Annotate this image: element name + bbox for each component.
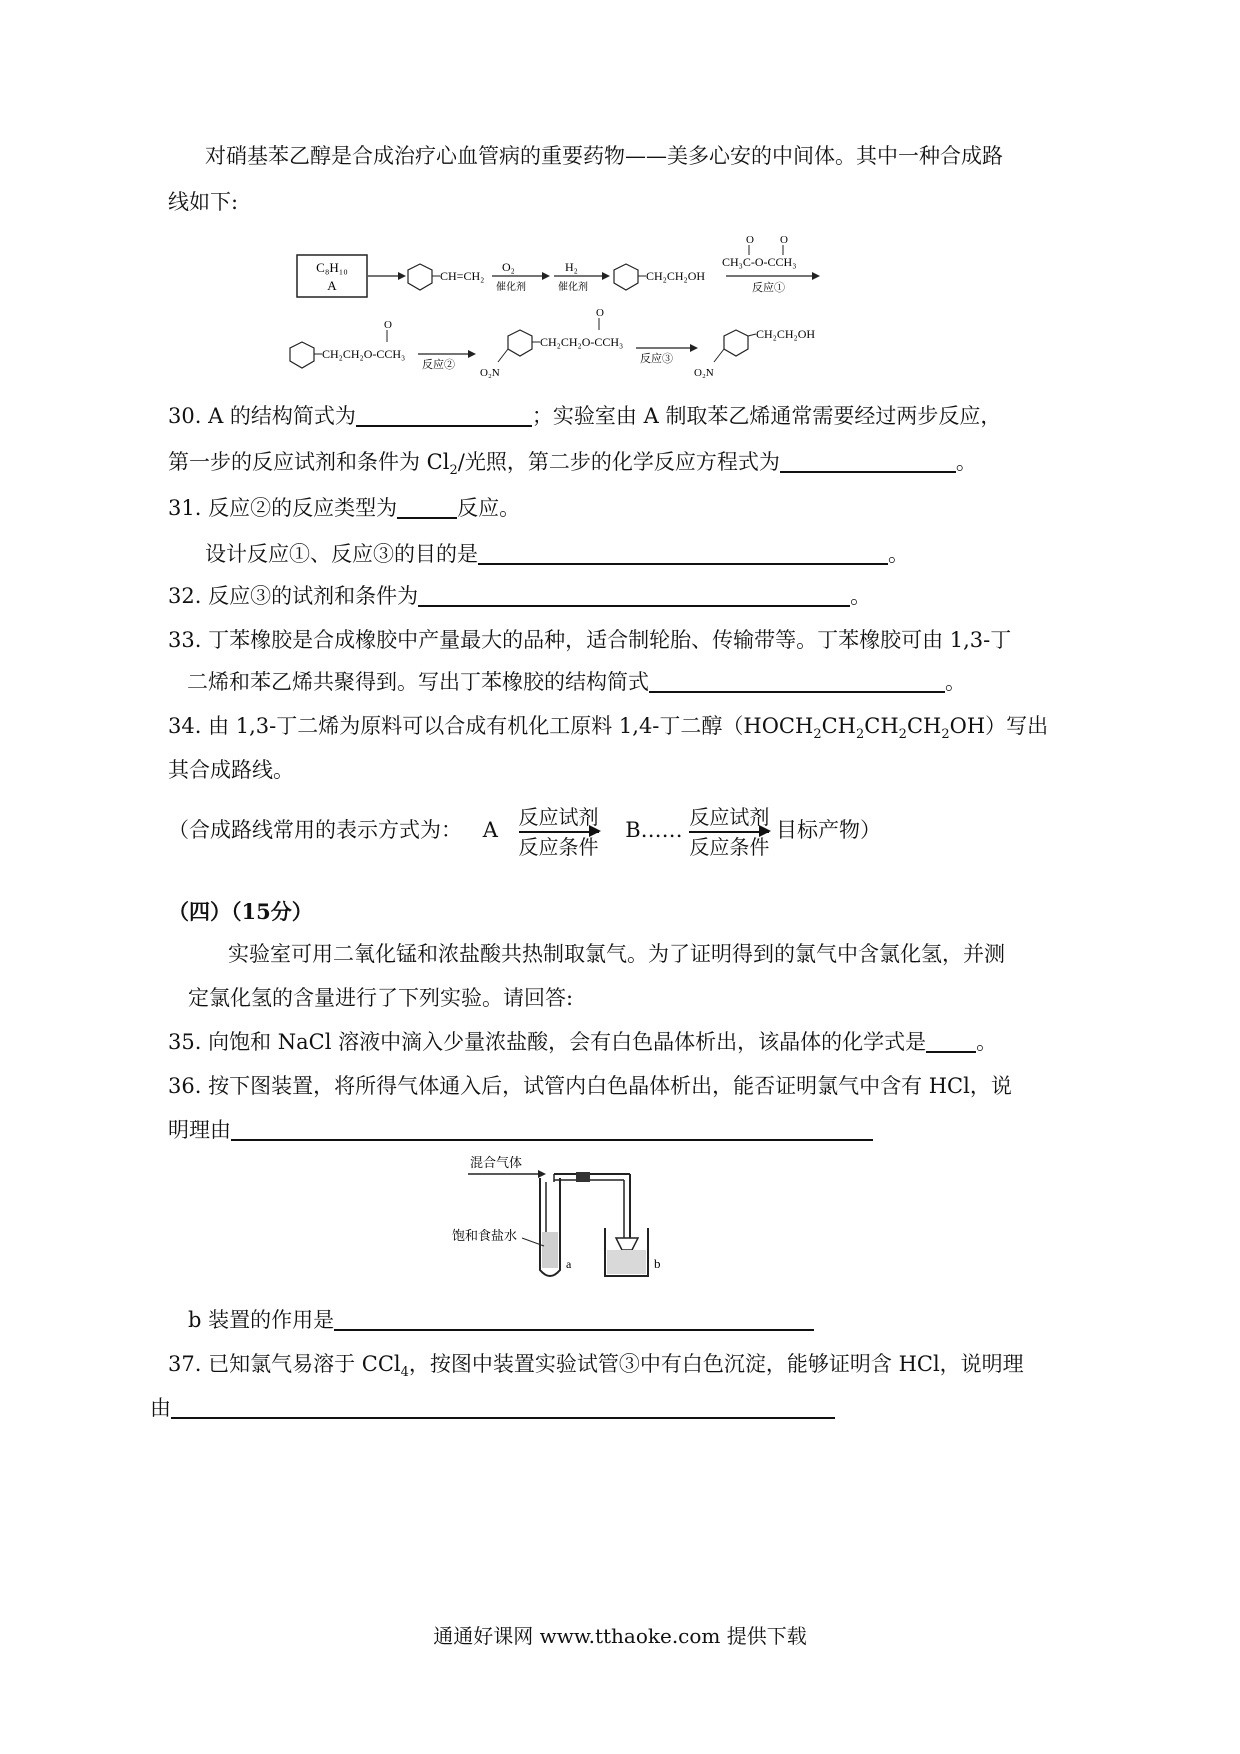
intro-line-2: 线如下: [168,190,239,214]
question-36-line-3 [188,1306,814,1334]
question-30-line-2 [168,448,977,485]
q33-answer-blank[interactable] [649,669,945,693]
anhydride-carbonyl-o2: O [780,234,788,246]
reaction-2-label: 反应② [422,359,455,371]
q34-sub-2: 2 [856,727,865,743]
catalyst-label-2: 催化剂 [558,282,588,293]
nitro-ester-carbonyl-o: O [596,307,604,319]
q36-answer-blank-2[interactable] [334,1307,814,1331]
question-37-line-2 [150,1394,835,1422]
phenylethanol-substituent: CH₂CH₂OH [646,269,706,283]
product-substituent: CH₂CH₂OH [756,327,816,341]
benzene-ring-icon [614,264,638,290]
anhydride-carbonyl-o1: O [746,234,754,246]
rubber-connector [576,1172,590,1182]
q30-prompt-c1: 第一步的反应试剂和条件为 Cl [168,450,450,474]
benzene-ring-icon [508,330,532,356]
section-4-intro-1: 实验室可用二氧化锰和浓盐酸共热制取氯气。为了证明得到的氯气中含氯化氢，并测 [228,942,1005,966]
benzene-ring-icon [724,330,748,356]
q31-prompt-a: 31. 反应②的反应类型为 [168,496,398,520]
styrene-substituent: CH=CH₂ [440,269,485,283]
question-36-line-1: 36. 按下图装置，将所得气体通入后，试管内白色晶体析出，能否证明氯气中含有 HCl，说 [168,1074,1012,1098]
question-36-line-2 [168,1116,873,1144]
q36-prompt-c: b 装置的作用是 [188,1308,335,1332]
question-34-line-1 [168,712,1048,749]
q37-sub: 4 [400,1365,409,1381]
q34-text-4: CH [906,714,942,738]
q30-answer-blank-2[interactable] [780,449,956,473]
benzene-ring-icon [290,342,314,368]
q34-sub-3: 2 [898,727,907,743]
question-35 [168,1028,997,1056]
route-reagent-1: 反应试剂 [518,804,599,829]
q32-end: 。 [850,584,872,608]
question-30-line-1 [168,402,1001,430]
q31-end: 。 [888,542,909,566]
nitro-group-2: O₂N [694,367,714,379]
question-32 [168,582,871,610]
q34-text-3: CH [864,714,899,738]
q36-answer-blank-1[interactable] [231,1117,873,1141]
q31-answer-blank-2[interactable] [478,541,888,565]
saturated-brine-label: 饱和食盐水 [452,1228,518,1243]
q32-answer-blank[interactable] [418,583,850,607]
q34-sub-4: 2 [941,727,950,743]
page-footer: 通通好课网 www.tthaoke.com 提供下载 [433,1624,807,1648]
beaker-b-label: b [654,1256,661,1271]
q34-text-5: OH）写出 [949,714,1049,738]
q30-answer-blank-1[interactable] [356,403,532,427]
q35-end: 。 [976,1030,998,1054]
reaction-3-label: 反应③ [640,353,673,365]
compound-a-label: A [327,278,337,293]
route-arrow-1 [519,805,599,859]
arrow-right-icon [519,831,599,833]
question-31-line-2 [205,540,909,568]
q34-sub-1: 2 [813,727,822,743]
q35-prompt: 35. 向饱和 NaCl 溶液中滴入少量浓盐酸，会有白色晶体析出，该晶体的化学式是 [168,1030,927,1054]
intro-line-1: 对硝基苯乙醇是合成治疗心血管病的重要药物——美多心安的中间体。其中一种合成路 [205,144,1003,168]
question-33-line-2 [187,668,966,696]
q37-answer-blank[interactable] [171,1395,835,1419]
q31-answer-blank-1[interactable] [397,495,457,519]
section-4-heading: （四）（15分） [168,899,313,924]
catalyst-label-1: 催化剂 [496,282,526,293]
q30-prompt-a: 30. A 的结构简式为 [168,404,356,428]
o2-label: O₂ [502,260,515,274]
q31-prompt-c: 设计反应①、反应③的目的是 [205,542,478,566]
route-reagent-2: 反应试剂 [689,804,770,829]
question-34-line-2: 其合成路线。 [168,758,294,782]
arrow-right-icon [689,831,769,833]
anhydride-reagent: CH₃C-O-CCH₃ [722,255,797,269]
benzene-ring-icon [408,264,432,290]
q32-prompt: 32. 反应③的试剂和条件为 [168,584,419,608]
route-arrow-2 [689,805,769,859]
question-33-line-1: 33. 丁苯橡胶是合成橡胶中产量最大的品种，适合制轮胎、传输带等。丁苯橡胶可由 1,3-丁 [168,628,1012,652]
apparatus-diagram [440,1150,680,1285]
q33-prompt-b: 二烯和苯乙烯共聚得到。写出丁苯橡胶的结构简式 [187,670,649,694]
q37-text-1: 37. 已知氯气易溶于 CCl [168,1352,401,1376]
nitro-group-1: O₂N [480,367,500,379]
section-4-intro-2: 定氯化氢的含量进行了下列实验。请回答: [188,986,574,1010]
route-condition-1: 反应条件 [518,834,599,859]
question-31-line-1 [168,494,520,522]
route-b: B…… [625,818,683,842]
q30-prompt-b: ；实验室由 A 制取苯乙烯通常需要经过两步反应， [531,404,1002,428]
synthesis-scheme [280,230,840,390]
tube-a-label: a [566,1257,572,1271]
route-target: 目标产物） [776,818,882,842]
q30-end: 。 [955,450,977,474]
q30-prompt-c2: /光照，第二步的化学反应方程式为 [457,450,780,474]
funnel-icon [616,1238,638,1250]
q35-answer-blank[interactable] [926,1029,976,1053]
nitro-ester-substituent: CH₂CH₂O-CCH₃ [540,335,624,349]
compound-a-formula: C₈H₁₀ [316,260,348,275]
question-37-line-1 [168,1350,1024,1387]
ester-substituent: CH₂CH₂O-CCH₃ [322,347,406,361]
route-condition-2: 反应条件 [689,834,770,859]
q31-prompt-b: 反应。 [457,496,521,520]
q37-text-2: ，按图中装置实验试管③中有白色沉淀，能够证明含 HCl，说明理 [408,1352,1024,1376]
brine-solution [542,1232,558,1268]
q34-text-2: CH [821,714,856,738]
q33-end: 。 [945,670,966,694]
q37-prompt-b: 由 [150,1396,171,1420]
q34-text-1: 34. 由 1,3-丁二烯为原料可以合成有机化工原料 1,4-丁二醇（HOCH [168,714,814,738]
ester-carbonyl-o: O [384,319,392,331]
reaction-1-label: 反应① [752,282,785,294]
beaker-solution [607,1250,646,1274]
route-open: （合成路线常用的表示方式为： [168,818,462,842]
q36-prompt-b: 明理由 [168,1118,231,1142]
h2-label: H₂ [565,260,578,274]
synthesis-route-notation [168,800,881,860]
q30-subscript: 2 [449,463,458,479]
mixed-gas-label: 混合气体 [470,1155,523,1170]
route-a: A [482,818,498,842]
